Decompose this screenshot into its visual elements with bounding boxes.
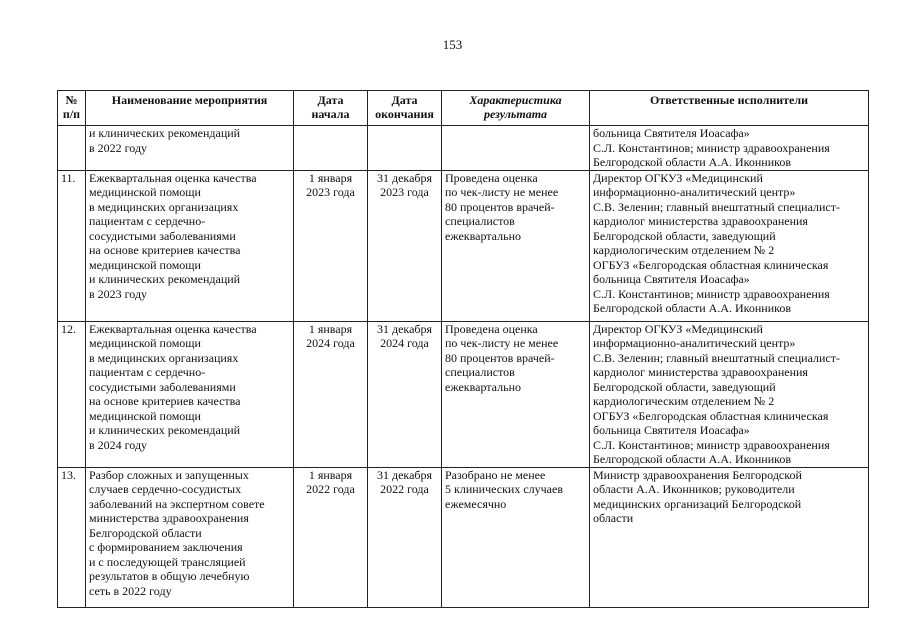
table-body bbox=[58, 126, 869, 608]
cell-line: Проведена оценка bbox=[445, 170, 538, 185]
cell-line: больница Святителя Иоасафа» bbox=[593, 126, 750, 140]
cell-line: 1 января bbox=[308, 467, 353, 482]
cell-line: Разбор сложных и запущенных bbox=[89, 467, 249, 482]
cell-line: 2022 года bbox=[380, 482, 429, 496]
row-number: 11. bbox=[58, 170, 86, 321]
cell-line: кардиолог министерства здравоохранения bbox=[593, 365, 808, 379]
start-date-cell bbox=[294, 467, 368, 607]
cell-line: по чек-листу не менее bbox=[445, 185, 559, 199]
cell-line: Проведена оценка bbox=[445, 321, 538, 336]
responsible-cell bbox=[590, 321, 869, 467]
header-line: п/п bbox=[62, 107, 81, 121]
end-date-cell bbox=[368, 321, 442, 467]
cell-line: министерства здравоохранения bbox=[89, 511, 249, 525]
header-line: № bbox=[65, 93, 78, 107]
event-name-cell bbox=[86, 321, 294, 467]
header-line: Дата bbox=[391, 93, 418, 107]
cell-line: информационно-аналитический центр» bbox=[593, 336, 796, 350]
cell-line: медицинской помощи bbox=[89, 185, 201, 199]
cell-line: специалистов bbox=[445, 214, 515, 228]
cell-line: медицинской помощи bbox=[89, 257, 201, 272]
header-line: Ответственные исполнители bbox=[649, 93, 809, 107]
cell-line: С.В. Зеленин; главный внештатный специалист- bbox=[593, 199, 840, 214]
page-number: 153 bbox=[442, 37, 463, 52]
cell-line: медицинских организаций Белгородской bbox=[593, 496, 802, 511]
result-cell bbox=[442, 321, 590, 467]
header-end-date bbox=[368, 91, 442, 126]
cell-line: Министр здравоохранения Белгородской bbox=[593, 467, 802, 482]
cell-line: сеть в 2022 году bbox=[89, 583, 172, 598]
cell-line: Ежеквартальная оценка качества bbox=[89, 321, 257, 336]
header-line: Дата bbox=[317, 93, 344, 107]
cell-line: пациентам с сердечно- bbox=[89, 365, 206, 379]
cell-line: 1 января bbox=[308, 170, 353, 185]
cell-line: Белгородской области А.А. Иконников bbox=[593, 452, 792, 466]
cell-line: ежеквартально bbox=[445, 228, 521, 243]
cell-line: Белгородской области А.А. Иконников bbox=[593, 155, 792, 169]
cell-line: 2023 года bbox=[306, 185, 355, 199]
cell-line: 5 клинических случаев bbox=[445, 482, 563, 496]
cell-line: 80 процентов врачей- bbox=[445, 199, 555, 214]
cell-line: результатов в общую лечебную bbox=[89, 569, 250, 583]
cell-line: в медицинских организациях bbox=[89, 199, 239, 214]
header-line: окончания bbox=[375, 107, 434, 121]
cell-line: ОГБУЗ «Белгородская областная клиническая bbox=[593, 408, 829, 423]
cell-line: Белгородской области bbox=[89, 525, 202, 540]
end-date-cell bbox=[368, 126, 442, 171]
cell-line: пациентам с сердечно- bbox=[89, 214, 206, 228]
table-row bbox=[58, 467, 869, 607]
result-cell bbox=[442, 467, 590, 607]
result-cell bbox=[442, 170, 590, 321]
responsible-cell bbox=[590, 126, 869, 171]
start-date-cell bbox=[294, 321, 368, 467]
cell-line: на основе критериев качества bbox=[89, 394, 241, 408]
cell-line: специалистов bbox=[445, 365, 515, 379]
cell-line: 2024 года bbox=[380, 336, 429, 350]
cell-line: медицинской помощи bbox=[89, 408, 201, 423]
header-num bbox=[58, 91, 86, 126]
cell-line: и клинических рекомендаций bbox=[89, 272, 241, 286]
cell-line: информационно-аналитический центр» bbox=[593, 185, 796, 199]
event-name-cell bbox=[86, 467, 294, 607]
result-cell bbox=[442, 126, 590, 171]
event-name-cell bbox=[86, 126, 294, 171]
cell-line: кардиолог министерства здравоохранения bbox=[593, 214, 808, 228]
cell-line: сосудистыми заболеваниями bbox=[89, 379, 236, 394]
cell-line: 2024 года bbox=[306, 336, 355, 350]
row-number: 12. bbox=[58, 321, 86, 467]
cell-line: больница Святителя Иоасафа» bbox=[593, 423, 750, 437]
cell-line: кардиологическим отделением № 2 bbox=[593, 243, 775, 257]
cell-line: 2022 года bbox=[306, 482, 355, 496]
cell-line: и клинических рекомендаций bbox=[89, 423, 241, 437]
cell-line: 2023 года bbox=[380, 185, 429, 199]
cell-line: Белгородской области, заведующий bbox=[593, 228, 776, 243]
cell-line: 80 процентов врачей- bbox=[445, 350, 555, 365]
cell-line: ежеквартально bbox=[445, 379, 521, 394]
responsible-cell bbox=[590, 467, 869, 607]
header-line: Наименование мероприятия bbox=[111, 93, 268, 107]
table-header-row bbox=[58, 91, 869, 126]
table-row bbox=[58, 126, 869, 171]
cell-line: и клинических рекомендаций bbox=[89, 126, 241, 140]
header-result bbox=[442, 91, 590, 126]
measures-table bbox=[57, 90, 869, 608]
cell-line: ОГБУЗ «Белгородская областная клиническая bbox=[593, 257, 829, 272]
cell-line: области bbox=[593, 511, 634, 525]
cell-line: 31 декабря bbox=[376, 321, 433, 336]
cell-line: ежемесячно bbox=[445, 496, 507, 511]
cell-line: С.Л. Константинов; министр здравоохранения bbox=[593, 437, 830, 452]
header-line: начала bbox=[311, 107, 350, 121]
header-line: Характеристика bbox=[469, 93, 562, 107]
cell-line: 31 декабря bbox=[376, 467, 433, 482]
cell-line: в 2024 году bbox=[89, 437, 148, 452]
table-row bbox=[58, 170, 869, 321]
cell-line: больница Святителя Иоасафа» bbox=[593, 272, 750, 286]
row-number: 13. bbox=[58, 467, 86, 607]
cell-line: С.В. Зеленин; главный внештатный специалист- bbox=[593, 350, 840, 365]
table-row bbox=[58, 321, 869, 467]
cell-line: 1 января bbox=[308, 321, 353, 336]
header-name bbox=[86, 91, 294, 126]
start-date-cell bbox=[294, 126, 368, 171]
cell-line: случаев сердечно-сосудистых bbox=[89, 482, 242, 496]
end-date-cell bbox=[368, 467, 442, 607]
responsible-cell bbox=[590, 170, 869, 321]
start-date-cell bbox=[294, 170, 368, 321]
cell-line: 31 декабря bbox=[376, 170, 433, 185]
cell-line: по чек-листу не менее bbox=[445, 336, 559, 350]
cell-line: С.Л. Константинов; министр здравоохранения bbox=[593, 286, 830, 301]
cell-line: сосудистыми заболеваниями bbox=[89, 228, 236, 243]
row-number bbox=[58, 126, 86, 171]
cell-line: Директор ОГКУЗ «Медицинский bbox=[593, 321, 763, 336]
cell-line: в 2022 году bbox=[89, 140, 148, 155]
cell-line: кардиологическим отделением № 2 bbox=[593, 394, 775, 408]
header-start-date bbox=[294, 91, 368, 126]
cell-line: в 2023 году bbox=[89, 286, 148, 301]
cell-line: Директор ОГКУЗ «Медицинский bbox=[593, 170, 763, 185]
cell-line: С.Л. Константинов; министр здравоохранения bbox=[593, 140, 830, 155]
cell-line: Ежеквартальная оценка качества bbox=[89, 170, 257, 185]
cell-line: Белгородской области А.А. Иконников bbox=[593, 301, 792, 315]
cell-line: Белгородской области, заведующий bbox=[593, 379, 776, 394]
cell-line: с формированием заключения bbox=[89, 540, 243, 554]
cell-line: области А.А. Иконников; руководители bbox=[593, 482, 795, 496]
cell-line: заболеваний на экспертном совете bbox=[89, 496, 265, 511]
event-name-cell bbox=[86, 170, 294, 321]
cell-line: и с последующей трансляцией bbox=[89, 554, 246, 569]
cell-line: Разобрано не менее bbox=[445, 467, 546, 482]
end-date-cell bbox=[368, 170, 442, 321]
header-responsible bbox=[590, 91, 869, 126]
cell-line: медицинской помощи bbox=[89, 336, 201, 350]
cell-line: на основе критериев качества bbox=[89, 243, 241, 257]
header-line: результата bbox=[483, 107, 548, 121]
cell-line: в медицинских организациях bbox=[89, 350, 239, 365]
